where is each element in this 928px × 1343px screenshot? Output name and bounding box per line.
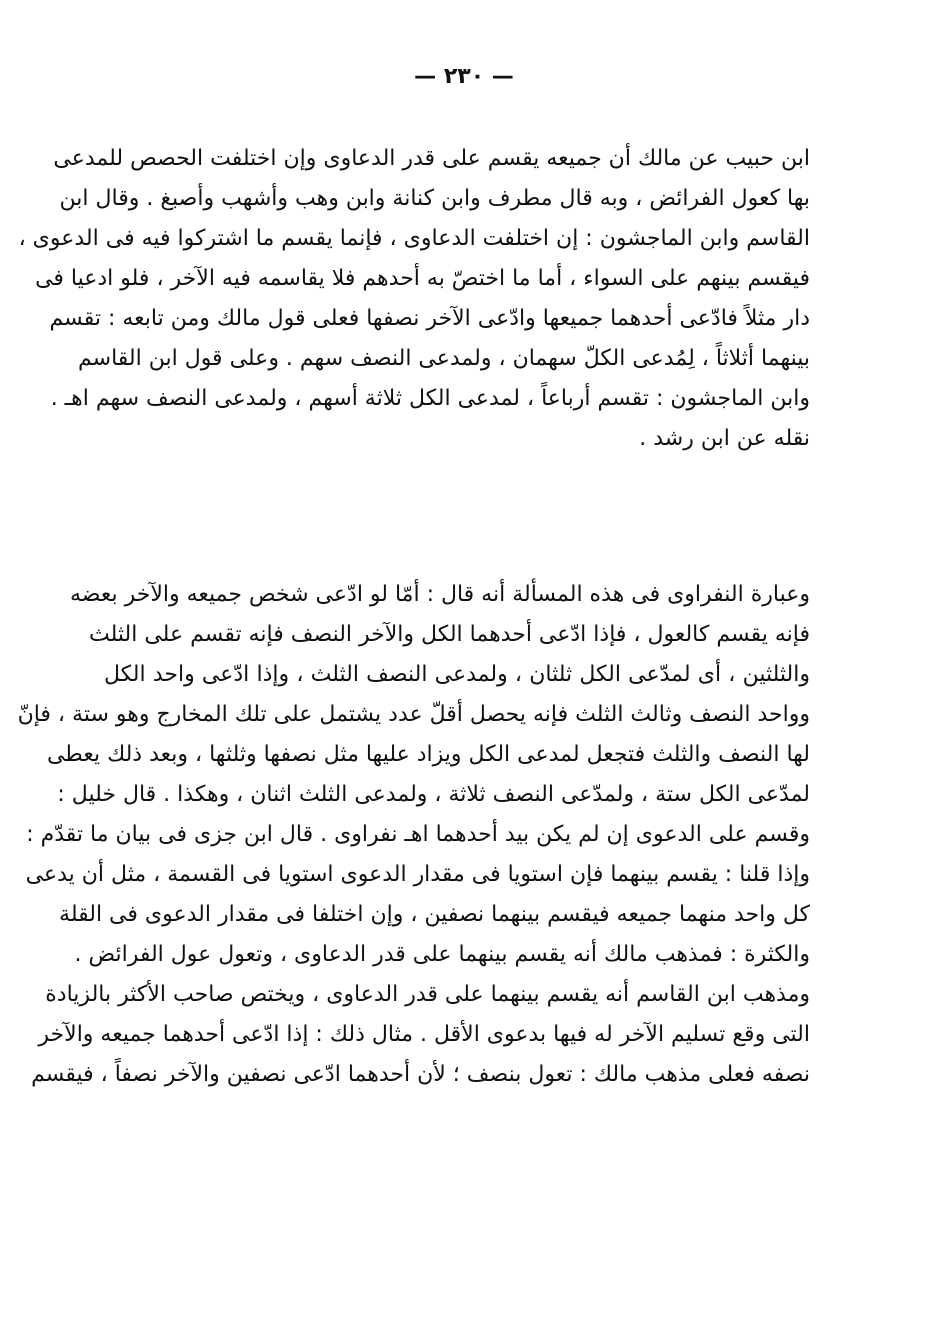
text-line: بينهما أثلاثاً ، لِمُدعى الكلّ سهمان ، ولمدعى النصف سهم . وعلى قول ابن القاسم (78, 346, 810, 371)
text-line: لمدّعى الكل ستة ، ولمدّعى النصف ثلاثة ، ولمدعى الثلث اثنان ، وهكذا . قال خليل : (57, 782, 810, 807)
text-line: وابن الماجشون : تقسم أرباعاً ، لمدعى الكل ثلاثة أسهم ، ولمدعى النصف سهم اهـ . (50, 386, 810, 411)
text-line: ابن حبيب عن مالك أن جميعه يقسم على قدر الدعاوى وإن اختلفت الحصص للمدعى (53, 146, 810, 171)
text-line: والكثرة : فمذهب مالك أنه يقسم بينهما على قدر الدعاوى ، وتعول عول الفرائض . (74, 942, 810, 967)
text-line: وإذا قلنا : يقسم بينهما فإن استويا فى مقدار الدعوى استويا فى القسمة ، مثل أن يدعى (25, 862, 810, 887)
text-line: كل واحد منهما جميعه فيقسم بينهما نصفين ، وإن اختلفا فى مقدار الدعوى فى القلة (59, 902, 810, 927)
text-line: وقسم على الدعوى إن لم يكن بيد أحدهما اهـ نفراوى . قال ابن جزى فى بيان ما تقدّم : (26, 822, 810, 847)
paragraph-2 (17, 575, 810, 1095)
text-line: نصفه فعلى مذهب مالك : تعول بنصف ؛ لأن أحدهما ادّعى نصفين والآخر نصفاً ، فيقسم (31, 1062, 810, 1087)
text-line: لها النصف والثلث فتجعل لمدعى الكل ويزاد عليها مثل نصفها وثلثها ، وبعد ذلك يعطى (46, 742, 810, 767)
page-number: — ٢٣٠ — (414, 64, 514, 89)
paragraph-1 (18, 139, 810, 459)
text-line: بها كعول الفرائض ، وبه قال مطرف وابن كنانة وابن وهب وأشهب وأصبغ . وقال ابن (59, 186, 810, 211)
text-line: وواحد النصف وثالث الثلث فإنه يحصل أقلّ عدد يشتمل على تلك المخارج وهو ستة ، فإنّ (17, 702, 810, 727)
text-line: القاسم وابن الماجشون : إن اختلفت الدعاوى ، فإنما يقسم ما اشتركوا فيه فى الدعوى ، (18, 226, 810, 251)
text-line: فيقسم بينهم على السواء ، أما ما اختصّ به أحدهم فلا يقاسمه فيه الآخر ، فلو ادعيا فى (35, 266, 810, 291)
text-line: وعبارة النفراوى فى هذه المسألة أنه قال : أمّا لو ادّعى شخص جميعه والآخر بعضه (70, 582, 810, 607)
text-line: ومذهب ابن القاسم أنه يقسم بينهما على قدر الدعاوى ، ويختص صاحب الأكثر بالزيادة (45, 982, 810, 1007)
text-line: والثلثين ، أى لمدّعى الكل ثلثان ، ولمدعى النصف الثلث ، وإذا ادّعى واحد الكل (104, 662, 810, 687)
text-line: فإنه يقسم كالعول ، فإذا ادّعى أحدهما الكل والآخر النصف فإنه تقسم على الثلث (89, 622, 810, 647)
text-line: دار مثلاً فادّعى أحدهما جميعها وادّعى الآخر نصفها فعلى قول مالك ومن تابعه : تقسم (49, 306, 810, 331)
text-line: نقله عن ابن رشد . (639, 426, 810, 451)
text-line: التى وقع تسليم الآخر له فيها بدعوى الأقل . مثال ذلك : إذا ادّعى أحدهما جميعه والآخر (38, 1022, 810, 1047)
